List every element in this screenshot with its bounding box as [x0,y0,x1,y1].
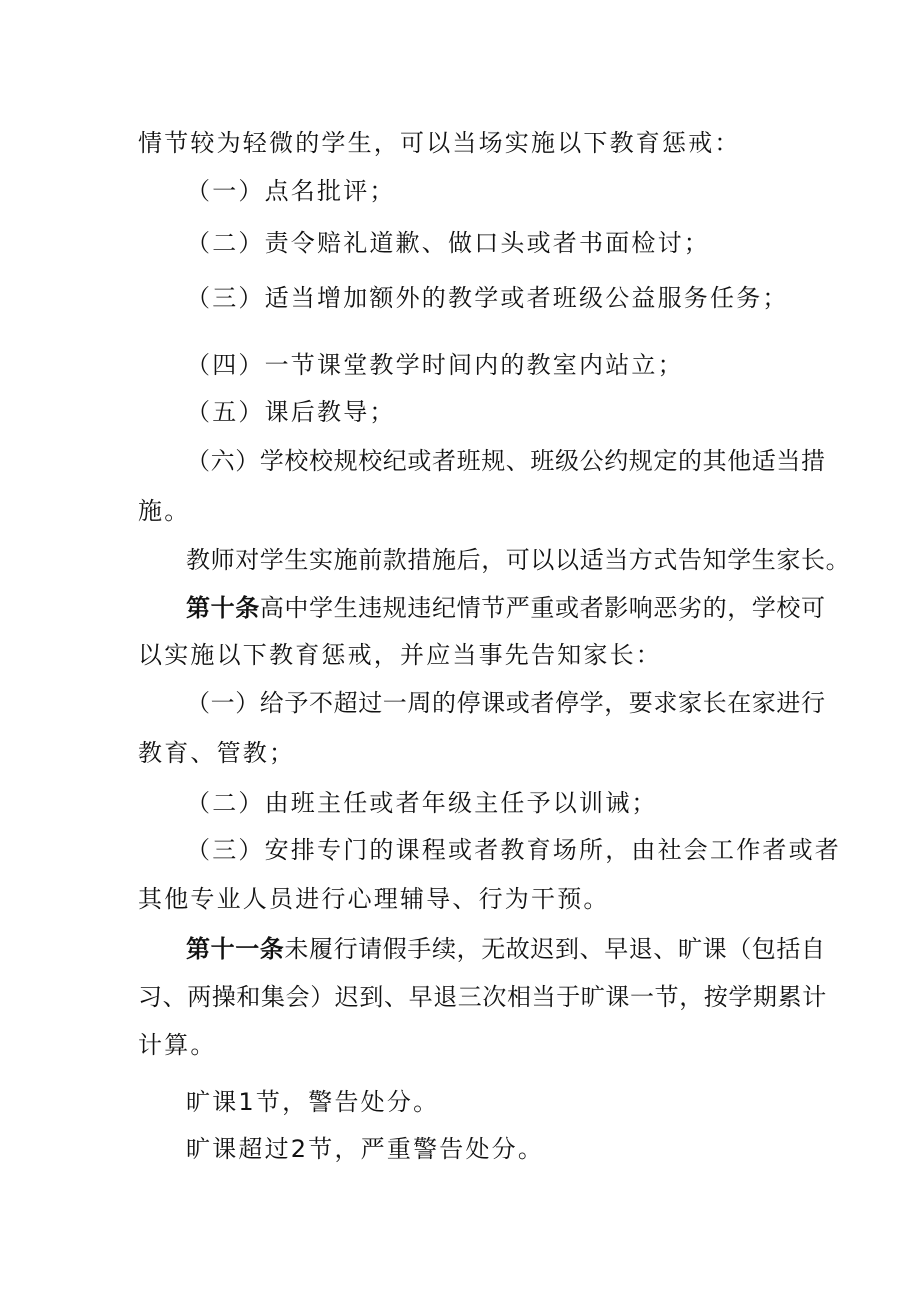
line-text: 高中学生违规违纪情节严重或者影响恶劣的，学校可 [259,594,826,622]
list-item [186,397,396,427]
line-text: （二）责令赔礼道歉、做口头或者书面检讨； [186,229,710,257]
line-text: （一）给予不超过一周的停课或者停学，要求家长在家进行 [186,689,826,717]
line-text: （六）学校校规校纪或者班规、班级公约规定的其他适当措 [186,447,826,475]
line-text: 情节较为轻微的学生，可以当场实施以下教育惩戒： [138,129,741,157]
list-item [186,446,826,476]
line-text: （五）课后教导； [186,398,396,426]
paragraph-line [138,982,827,1012]
line-text: 施。 [138,497,191,525]
paragraph-line [186,1087,439,1117]
line-text: （二）由班主任或者年级主任予以训诫； [186,789,658,817]
line-text: 教育、管教； [138,739,296,767]
paragraph-line [138,1030,217,1060]
paragraph-line [138,738,295,768]
article-number: 第十条 [186,594,260,622]
line-text: （三）适当增加额外的教学或者班级公益服务任务； [186,284,789,312]
line-text: 习、两操和集会）迟到、早退三次相当于旷课一节，按学期累计 [138,983,827,1011]
line-text: （一）点名批评； [186,177,396,205]
line-text: 旷课1节，警告处分。 [186,1088,440,1116]
article-heading-line [186,934,826,964]
paragraph-line [138,496,190,526]
line-text: 其他专业人员进行心理辅导、行为干预。 [138,885,610,913]
paragraph-line [138,640,662,670]
paragraph-line [186,1134,544,1164]
line-text: （三）安排专门的课程或者教育场所，由社会工作者或者 [186,836,841,864]
paragraph-line [186,545,850,575]
list-item [186,350,684,380]
article-heading-line [186,593,826,623]
paragraph-line [138,128,741,158]
line-text: 未履行请假手续，无故迟到、早退、旷课（包括自 [284,935,826,963]
list-item [186,788,658,818]
line-text: 计算。 [138,1031,217,1059]
line-text: （四）一节课堂教学时间内的教室内站立； [186,351,684,379]
list-item [186,283,789,313]
line-text: 以实施以下教育惩戒，并应当事先告知家长： [138,641,662,669]
article-number: 第十一条 [186,935,285,963]
paragraph-line [138,884,610,914]
list-item [186,176,396,206]
list-item [186,228,710,258]
line-text: 教师对学生实施前款措施后，可以以适当方式告知学生家长。 [186,546,851,574]
line-text: 旷课超过2节，严重警告处分。 [186,1135,545,1163]
list-item [186,688,826,718]
list-item [186,835,841,865]
